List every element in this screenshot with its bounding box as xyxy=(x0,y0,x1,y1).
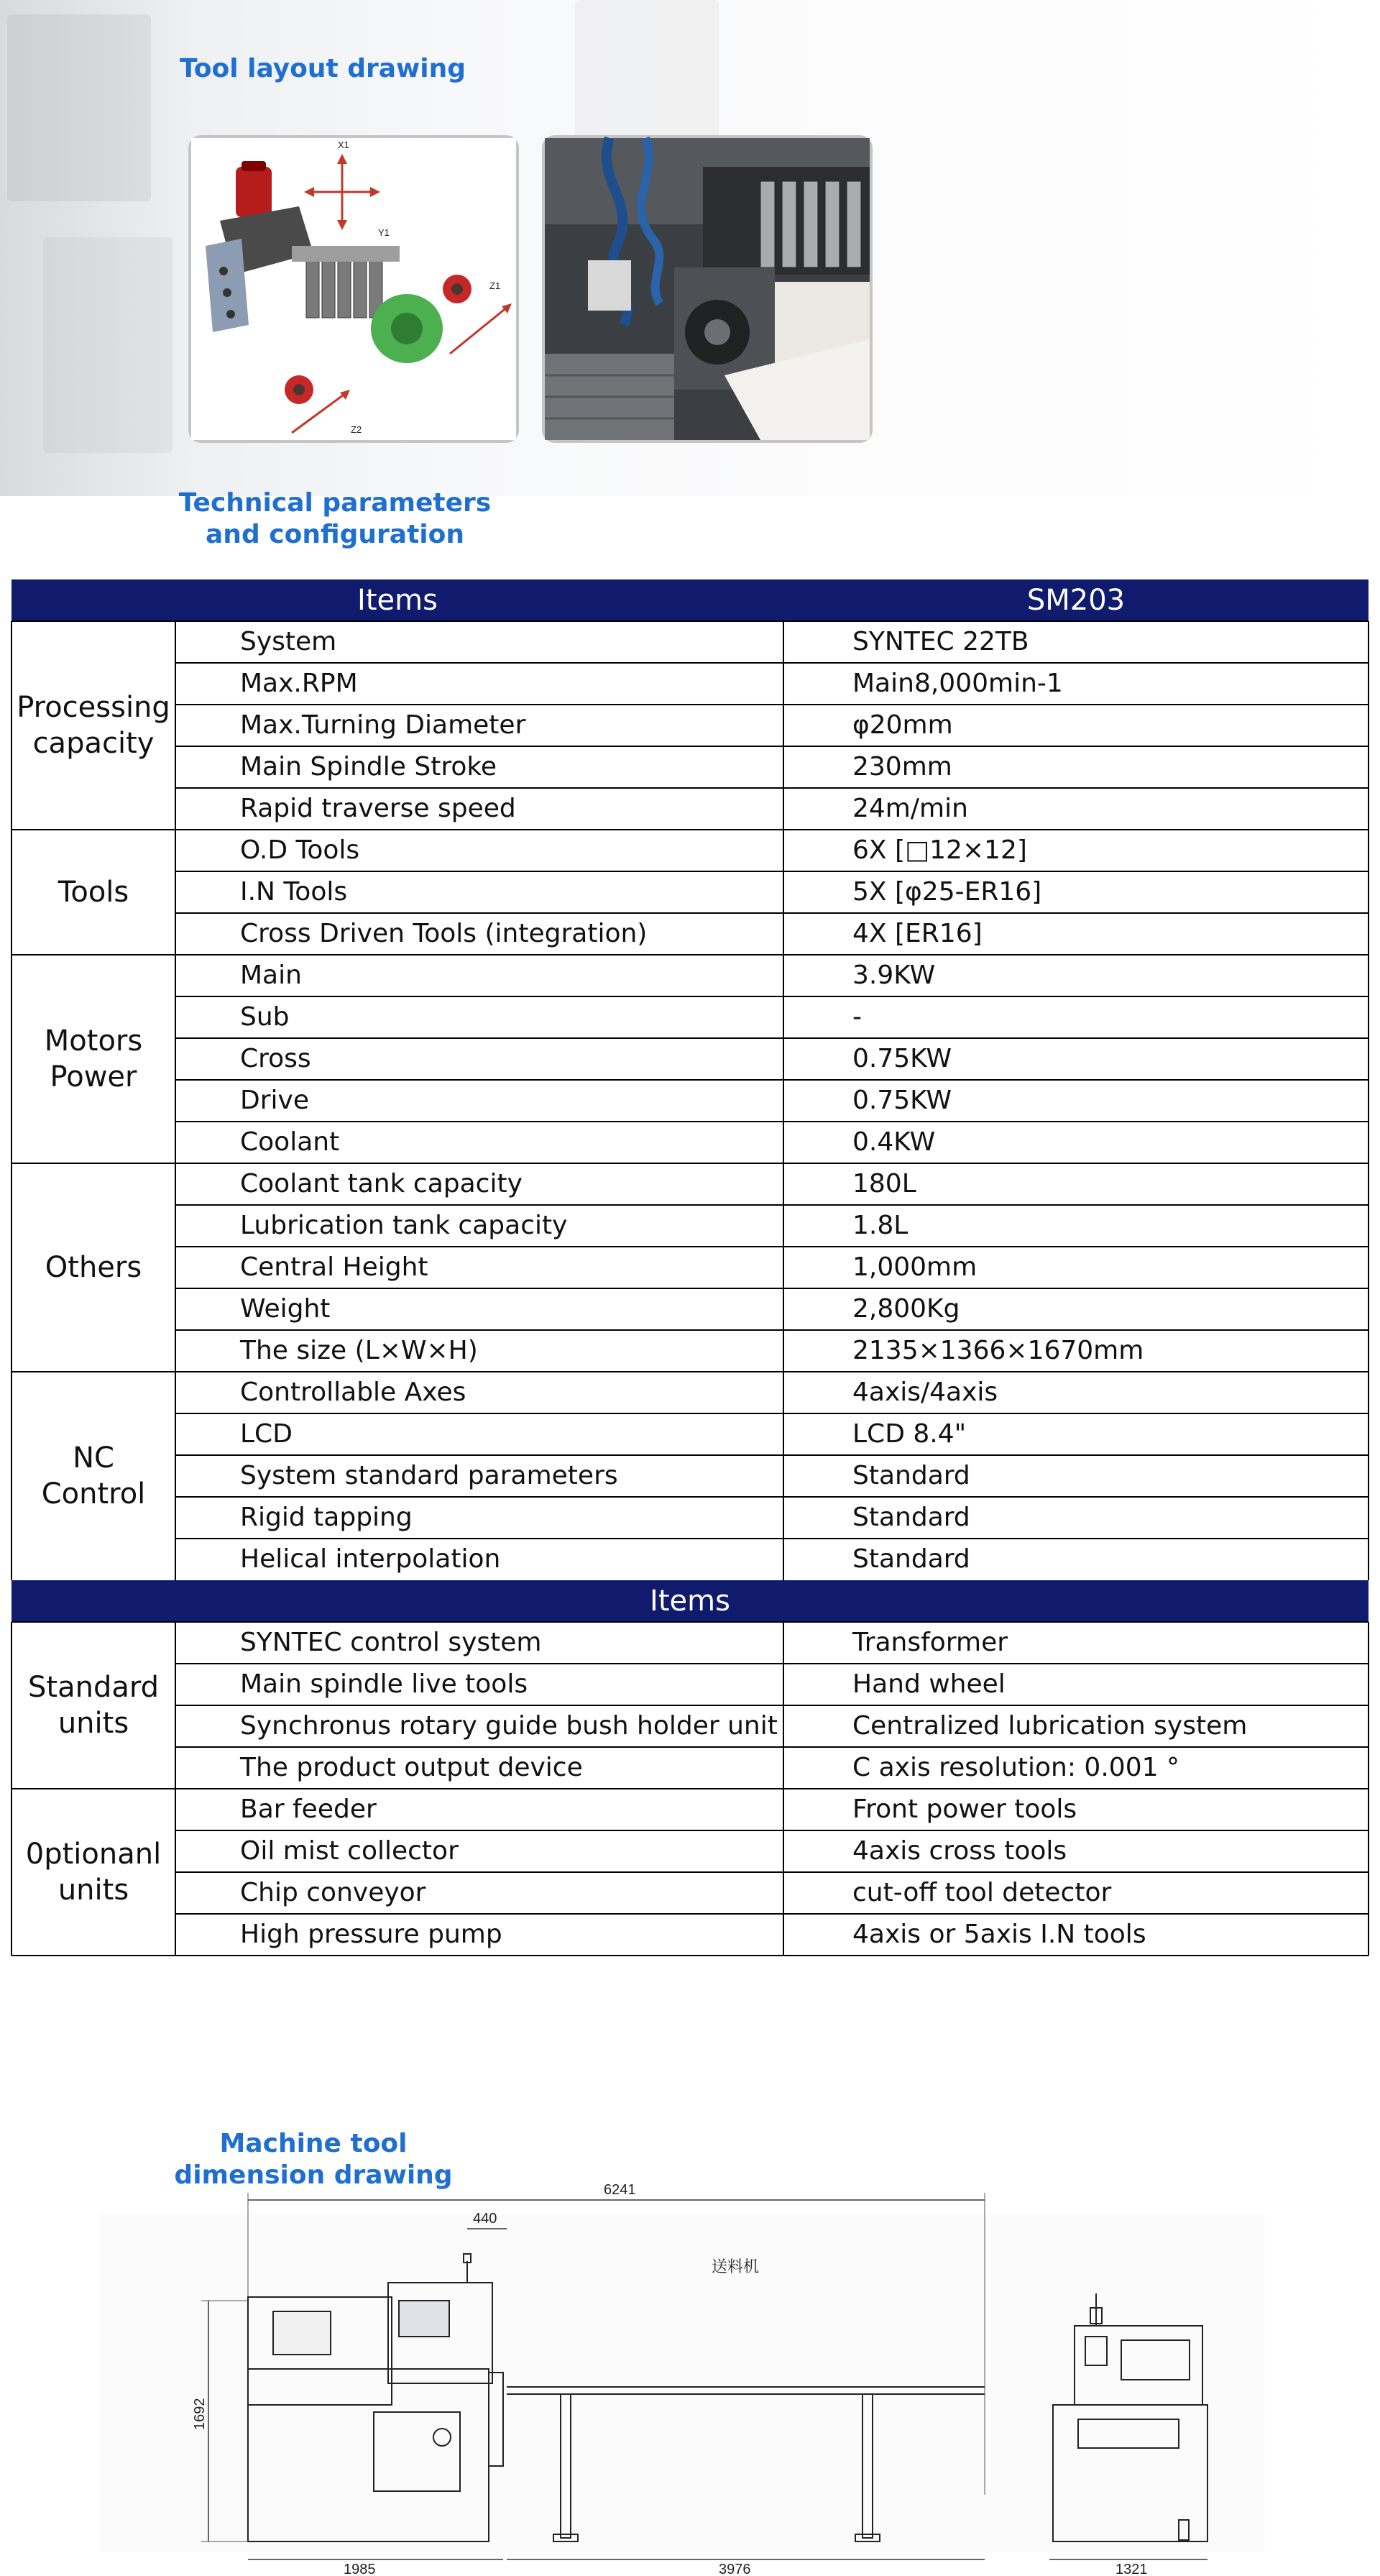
spec-item-label: Controllable Axes xyxy=(240,1378,466,1407)
dim-feeder-length: 3976 xyxy=(719,2562,751,2576)
spec-item-value: Standard xyxy=(852,1503,970,1532)
group-label xyxy=(12,1669,175,1741)
spec-item-value: - xyxy=(852,1002,862,1032)
spec-item-value: 0.75KW xyxy=(852,1086,952,1115)
spec-item-value: 230mm xyxy=(852,752,952,781)
spec-item-label: Main Spindle Stroke xyxy=(240,752,497,781)
axis-label-y1: Y1 xyxy=(378,227,390,238)
background-machine-ghost xyxy=(7,14,151,201)
spec-item-value: 2135×1366×1670mm xyxy=(852,1336,1144,1365)
spec-item-value: LCD 8.4" xyxy=(852,1419,967,1449)
group-label-line1: 0ptionanl xyxy=(25,1838,162,1871)
group-label-line2: Power xyxy=(50,1060,137,1094)
spec-item-label: The product output device xyxy=(240,1753,583,1782)
spec-item-label: Coolant tank capacity xyxy=(240,1169,523,1198)
spec-item-value: SYNTEC 22TB xyxy=(852,627,1029,656)
group-label-line1: NC xyxy=(73,1441,114,1475)
tech-params-title-line2: and configuration xyxy=(206,520,464,549)
group-label xyxy=(12,689,175,761)
header-items-label: Items xyxy=(357,584,438,617)
spec-item-value: 0.4KW xyxy=(852,1127,936,1157)
spec-item-label: Helical interpolation xyxy=(240,1544,501,1574)
spec-item-label: Rigid tapping xyxy=(240,1503,413,1532)
spec-item-value: 4axis or 5axis I.N tools xyxy=(852,1920,1146,1949)
spec-item-label: Weight xyxy=(240,1294,331,1324)
axis-label-x1: X1 xyxy=(338,139,349,150)
dimension-drawing xyxy=(0,2128,1380,2576)
spec-item-label: LCD xyxy=(240,1419,293,1449)
spec-item-value: 24m/min xyxy=(852,794,968,823)
spec-item-value: 1.8L xyxy=(852,1211,908,1240)
group-label-line1: Others xyxy=(45,1251,142,1284)
spec-item-value: C axis resolution: 0.001 ° xyxy=(852,1753,1179,1782)
dim-side-width: 1321 xyxy=(1116,2562,1148,2576)
spec-item-value: 4axis/4axis xyxy=(852,1378,998,1407)
axis-label-z2: Z2 xyxy=(351,424,362,435)
spec-item-value: 5X [φ25-ER16] xyxy=(852,877,1042,907)
spec-item-value: 180L xyxy=(852,1169,916,1198)
spec-item-label: High pressure pump xyxy=(240,1920,502,1949)
spec-item-label: Cross Driven Tools (integration) xyxy=(240,919,648,948)
spec-item-label: Drive xyxy=(240,1086,309,1115)
header2-items-label: Items xyxy=(650,1585,730,1618)
spec-item-value: 4axis cross tools xyxy=(852,1836,1067,1866)
spec-item-value: Centralized lubrication system xyxy=(852,1711,1248,1741)
spec-item-label: The size (L×W×H) xyxy=(240,1336,478,1365)
spec-item-label: Synchronus rotary guide bush holder unit xyxy=(240,1711,778,1741)
tool-layout-title: Tool layout drawing xyxy=(180,54,466,83)
axis-label-z1: Z1 xyxy=(489,280,501,291)
feeder-label: 送料机 xyxy=(712,2258,760,2276)
spec-item-label: Lubrication tank capacity xyxy=(240,1211,568,1240)
spec-item-label: I.N Tools xyxy=(240,877,348,907)
machine-interior-photo xyxy=(542,135,873,443)
spec-item-label: System xyxy=(240,627,337,656)
spec-item-label: Max.Turning Diameter xyxy=(240,710,526,740)
spec-item-value: 2,800Kg xyxy=(852,1294,960,1324)
dim-height: 1692 xyxy=(192,2398,208,2430)
spec-item-value: 3.9KW xyxy=(852,961,936,990)
group-label-line2: units xyxy=(58,1707,129,1740)
group-label xyxy=(12,1023,175,1095)
group-label xyxy=(12,1836,175,1908)
spec-item-label: Bar feeder xyxy=(240,1795,377,1824)
spec-item-value: 4X [ER16] xyxy=(852,919,983,948)
tool-layout-diagram xyxy=(188,135,519,443)
tech-params-title xyxy=(177,487,493,551)
group-label-line1: Tools xyxy=(58,876,129,909)
tech-params-title-line1: Technical parameters xyxy=(178,488,492,518)
spec-item-label: Chip conveyor xyxy=(240,1878,426,1907)
group-label xyxy=(12,1440,175,1512)
group-label-line2: units xyxy=(58,1874,129,1907)
spec-item-value: 6X [□12×12] xyxy=(852,835,1027,865)
spec-item-value: Hand wheel xyxy=(852,1669,1006,1699)
spec-item-value: Main8,000min-1 xyxy=(852,669,1063,698)
spec-item-label: Coolant xyxy=(240,1127,340,1157)
group-label-line1: Standard xyxy=(28,1671,159,1704)
dim-top-offset: 440 xyxy=(473,2211,497,2227)
machine-interior-svg xyxy=(545,138,870,440)
spec-item-label: Max.RPM xyxy=(240,669,358,698)
dim-machine-length: 1985 xyxy=(344,2562,376,2576)
spec-item-value: cut-off tool detector xyxy=(852,1878,1112,1907)
tool-layout-diagram-svg xyxy=(191,138,516,440)
background-machine-ghost xyxy=(43,237,172,453)
spec-item-label: Oil mist collector xyxy=(240,1836,459,1866)
spec-item-value: φ20mm xyxy=(852,710,953,740)
machine-dim-title-line2: dimension drawing xyxy=(174,2160,453,2190)
spec-item-label: Central Height xyxy=(240,1252,428,1282)
spec-item-label: Cross xyxy=(240,1044,311,1073)
spec-item-label: O.D Tools xyxy=(240,835,360,865)
group-label-line1: Motors xyxy=(44,1025,143,1058)
group-label-line2: Control xyxy=(41,1477,146,1511)
spec-item-label: Sub xyxy=(240,1002,290,1032)
header-model-label: SM203 xyxy=(1026,584,1126,617)
group-label xyxy=(12,1250,175,1285)
spec-item-value: Front power tools xyxy=(852,1795,1077,1824)
spec-item-value: Transformer xyxy=(852,1628,1008,1657)
group-label-line1: Processing xyxy=(17,691,170,724)
dim-overall-length: 6241 xyxy=(604,2182,636,2198)
spec-item-value: Standard xyxy=(852,1461,970,1490)
spec-item-label: SYNTEC control system xyxy=(240,1628,542,1657)
group-label-line2: capacity xyxy=(32,727,155,760)
machine-dim-title-line1: Machine tool xyxy=(219,2129,408,2158)
tool-layout-section xyxy=(0,0,1380,549)
spec-item-label: Rapid traverse speed xyxy=(240,794,516,823)
spec-item-label: Main xyxy=(240,961,302,990)
spec-item-label: Main spindle live tools xyxy=(240,1669,528,1699)
spec-item-value: 1,000mm xyxy=(852,1252,978,1282)
spec-item-value: Standard xyxy=(852,1544,970,1574)
spec-table xyxy=(12,579,1368,1964)
spec-item-label: System standard parameters xyxy=(240,1461,618,1490)
spec-item-value: 0.75KW xyxy=(852,1044,952,1073)
group-label xyxy=(12,874,175,910)
dimension-drawing-section xyxy=(0,2128,1380,2576)
